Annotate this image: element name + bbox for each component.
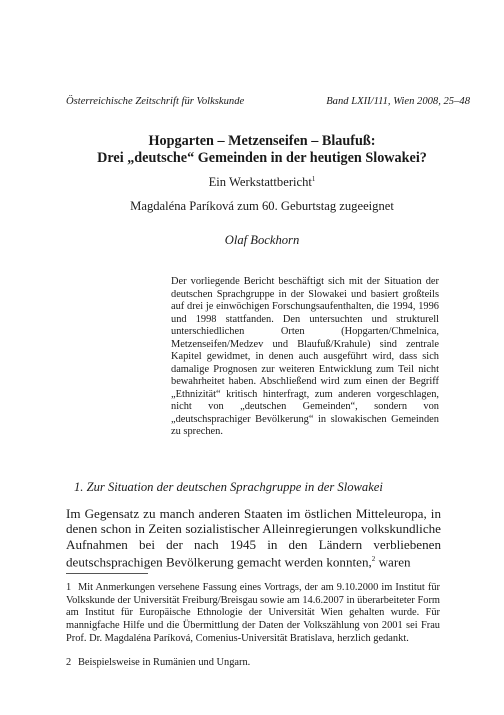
- footnote: [66, 582, 440, 646]
- abstract: Der vorliegende Bericht beschäftigt sich mit der Situation der deutschen Sprachgruppe in der Slowakei und basiert großteils auf drei je einwöchigen Forschungsaufenthalten, die 1994, 1996 und 1998 stattfanden. Den untersuchten und strukturell unterschiedlichen Orten (Hopgarten/Chmelnica, Metzenseifen/Medzev und Blaufuß/Krahule) sind zentrale Kapitel gewidmet, in denen auch ausgeführt wird, dass sich damalige Prognosen zur weiteren Entwicklung zum Teil nicht bewahrheitet haben. Abschließend wird zum einen der Begriff „Ethnizität“ kritisch hinterfragt, zum anderen vorgeschlagen, nicht von „deutschen Gemeinden“, sondern von „deutschsprachiger Bevölkerung“ in slowakischen Gemeinden zu sprechen.: [171, 276, 439, 437]
- running-head: [66, 96, 470, 110]
- section-heading: 1. Zur Situation der deutschen Sprachgruppe in der Slowakei: [74, 480, 383, 494]
- journal-name: Österreichische Zeitschrift für Volkskunde: [66, 96, 245, 107]
- footnote-text: Beispielsweise in Rumänien und Ungarn.: [78, 657, 251, 668]
- subtitle-text: Ein Werkstattbericht: [208, 175, 312, 190]
- footnote-number: 2: [66, 657, 72, 668]
- footnote-divider: [66, 573, 148, 574]
- volume-info: Band LXII/111, Wien 2008, 25–48: [326, 96, 470, 107]
- footnote-number: 1: [66, 582, 72, 593]
- dedication: Magdaléna Paríková zum 60. Geburtstag zugeeignet: [130, 199, 394, 213]
- title-line-2: Drei „deutsche“ Gemeinden in der heutigen Slowakei?: [97, 150, 427, 166]
- body-text-part-2: waren: [375, 554, 411, 570]
- footnote: [66, 657, 440, 670]
- article-subtitle: [40, 175, 484, 190]
- footnote-ref-1[interactable]: 1: [311, 175, 316, 183]
- article-title: [40, 133, 484, 167]
- footnote-ref-2[interactable]: 2: [371, 555, 376, 564]
- body-paragraph: [66, 506, 441, 570]
- footnote-text: Mit Anmerkungen versehene Fassung eines Vortrags, der am 9.10.2000 im Institut für Volkskunde der Universität Freiburg/Breisgau sowie am 14.6.2007 in überarbeiteter Form am Institut für Europäische Ethnologie der Universität Wien gehalten wurde. Für mannigfache Hilfe und die Übermittlung der Daten der Volkszählung von 2001 sei Frau Prof. Dr. Magdaléna Paríková, Comenius-Universität Bratislava, herzlich gedankt.: [66, 582, 440, 644]
- body-text-part-1: Im Gegensatz zu manch anderen Staaten im östlichen Mitteleuropa, in denen schon in Zeiten sozialistischer Alleinregierungen volkskundliche Aufnahmen bei der nach 1945 in den Ländern verbliebenen deutschsprachigen Bevölkerung gemacht werden konnten,: [66, 506, 441, 570]
- title-line-1: Hopgarten – Metzenseifen – Blaufuß:: [148, 133, 376, 149]
- author-name: Olaf Bockhorn: [224, 233, 300, 247]
